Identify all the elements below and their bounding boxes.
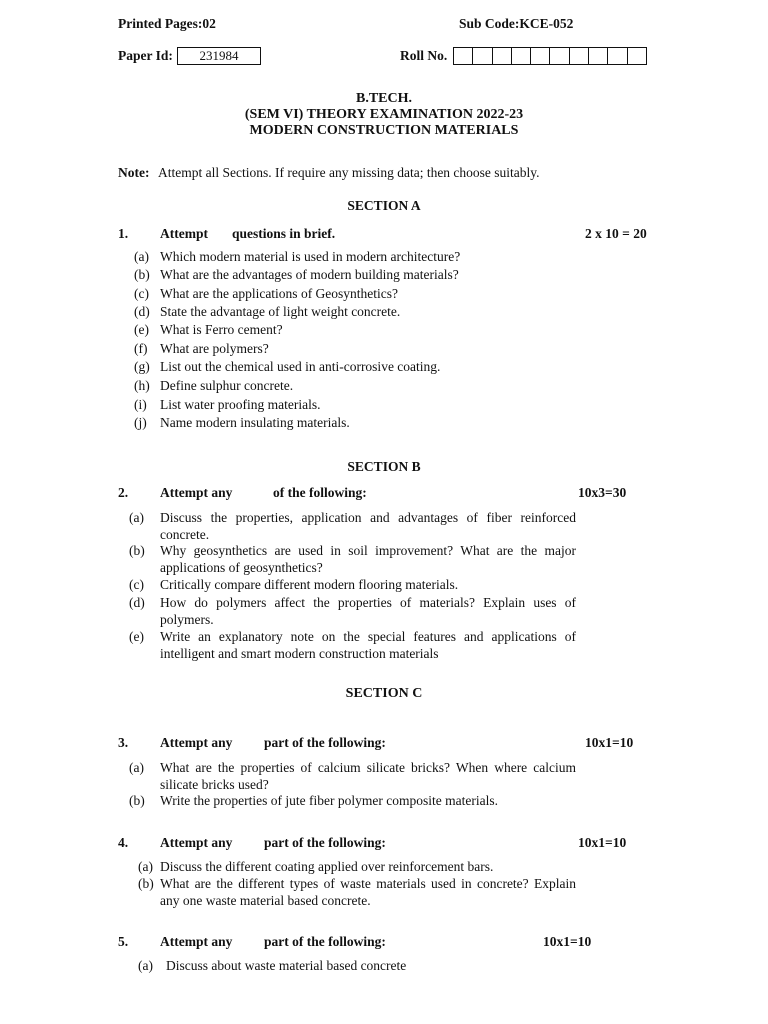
q3-instruction: part of the following: <box>264 735 386 750</box>
list-item-label: (b) <box>129 793 145 808</box>
list-item: What are the advantages of modern building materials? <box>160 267 459 282</box>
q4-number: 4. <box>118 835 129 850</box>
list-item: Name modern insulating materials. <box>160 415 350 430</box>
list-item-line: Critically compare different modern flooring materials. <box>160 577 459 592</box>
list-item <box>160 595 576 628</box>
list-item <box>160 510 576 543</box>
list-item-line: concrete. <box>160 526 210 542</box>
list-item <box>160 629 576 662</box>
title-degree: B.TECH. <box>355 91 412 106</box>
roll-cell[interactable] <box>493 48 512 64</box>
list-item: What are polymers? <box>160 341 269 356</box>
q3-attempt: Attempt any <box>160 735 233 750</box>
list-item-line: polymers. <box>160 611 214 627</box>
list-item-line: Write the properties of jute fiber polymer composite materials. <box>160 793 498 808</box>
list-item-line: Discuss the properties, application and advantages of fiber reinforced <box>160 510 576 525</box>
paper-id-label: Paper Id: <box>118 48 173 63</box>
q2-marks: 10x3=30 <box>578 485 627 500</box>
list-item-label: (g) <box>134 359 150 374</box>
list-item-label: (a) <box>129 760 144 775</box>
note-text: Attempt all Sections. If require any missing data; then choose suitably. <box>158 165 540 180</box>
roll-no-boxes[interactable] <box>453 47 647 65</box>
printed-pages: Printed Pages:02 <box>118 16 216 31</box>
list-item-label: (j) <box>134 415 147 430</box>
title-exam: (SEM VI) THEORY EXAMINATION 2022-23 <box>244 107 524 122</box>
note-label: Note: <box>118 165 150 180</box>
list-item-line: applications of geosynthetics? <box>160 559 323 575</box>
q1-number: 1. <box>118 226 129 241</box>
list-item <box>160 577 576 594</box>
list-item-line: Discuss about waste material based concrete <box>166 958 407 973</box>
list-item-line: What are the properties of calcium silicate bricks? When where calcium <box>160 760 576 775</box>
section-c-heading: SECTION C <box>345 686 423 701</box>
list-item <box>160 543 576 576</box>
list-item-label: (a) <box>138 958 153 973</box>
q4-instruction: part of the following: <box>264 835 386 850</box>
q1-attempt: Attempt <box>160 226 208 241</box>
list-item-label: (h) <box>134 378 150 393</box>
list-item-label: (c) <box>134 286 149 301</box>
roll-cell[interactable] <box>570 48 589 64</box>
q1-instruction: questions in brief. <box>232 226 336 241</box>
list-item: Define sulphur concrete. <box>160 378 294 393</box>
roll-cell[interactable] <box>473 48 492 64</box>
title-subject: MODERN CONSTRUCTION MATERIALS <box>249 123 519 138</box>
q5-number: 5. <box>118 934 129 949</box>
q4-marks: 10x1=10 <box>578 835 627 850</box>
q5-marks: 10x1=10 <box>543 934 592 949</box>
roll-cell[interactable] <box>531 48 550 64</box>
list-item: What is Ferro cement? <box>160 322 283 337</box>
list-item-line: Why geosynthetics are used in soil improvement? What are the major <box>160 543 576 558</box>
list-item: Which modern material is used in modern architecture? <box>160 249 461 264</box>
q4-attempt: Attempt any <box>160 835 233 850</box>
list-item: What are the applications of Geosynthetics? <box>160 286 399 301</box>
list-item-label: (a) <box>134 249 149 264</box>
list-item-line: Write an explanatory note on the special features and applications of <box>160 629 576 644</box>
q5-instruction: part of the following: <box>264 934 386 949</box>
q3-marks: 10x1=10 <box>585 735 634 750</box>
roll-cell[interactable] <box>589 48 608 64</box>
list-item-label: (b) <box>129 543 145 558</box>
sub-code: Sub Code:KCE-052 <box>459 16 574 31</box>
roll-no-label: Roll No. <box>400 48 448 63</box>
roll-cell[interactable] <box>550 48 569 64</box>
list-item-line: any one waste material based concrete. <box>160 892 371 908</box>
list-item-label: (e) <box>129 629 144 644</box>
q5-attempt: Attempt any <box>160 934 233 949</box>
list-item-line: How do polymers affect the properties of materials? Explain uses of <box>160 595 576 610</box>
list-item-line: Discuss the different coating applied over reinforcement bars. <box>160 859 494 874</box>
q1-marks: 2 x 10 = 20 <box>585 226 647 241</box>
q3-number: 3. <box>118 735 129 750</box>
list-item-label: (d) <box>134 304 150 319</box>
list-item <box>160 760 576 793</box>
list-item <box>160 793 576 810</box>
q2-number: 2. <box>118 485 129 500</box>
roll-cell[interactable] <box>454 48 473 64</box>
list-item-label: (i) <box>134 397 147 412</box>
roll-cell[interactable] <box>512 48 531 64</box>
list-item <box>166 958 576 975</box>
roll-cell[interactable] <box>628 48 646 64</box>
list-item-label: (f) <box>134 341 148 356</box>
section-b-heading: SECTION B <box>347 459 421 474</box>
list-item <box>160 876 576 909</box>
list-item-line: silicate bricks used? <box>160 776 269 792</box>
list-item-label: (c) <box>129 577 144 592</box>
list-item-label: (b) <box>138 876 154 891</box>
list-item: List out the chemical used in anti-corrosive coating. <box>160 359 441 374</box>
q2-attempt: Attempt any <box>160 485 233 500</box>
list-item: List water proofing materials. <box>160 397 321 412</box>
list-item-line: intelligent and smart modern construction materials <box>160 645 439 661</box>
roll-cell[interactable] <box>608 48 627 64</box>
list-item-label: (a) <box>129 510 144 525</box>
list-item-label: (d) <box>129 595 145 610</box>
list-item: State the advantage of light weight concrete. <box>160 304 401 319</box>
list-item-label: (b) <box>134 267 150 282</box>
list-item <box>160 859 576 876</box>
list-item-label: (a) <box>138 859 153 874</box>
list-item-label: (e) <box>134 322 149 337</box>
q2-instruction: of the following: <box>273 485 367 500</box>
paper-id-box: 231984 <box>177 47 261 65</box>
section-a-heading: SECTION A <box>347 198 421 213</box>
list-item-line: What are the different types of waste materials used in concrete? Explain <box>160 876 576 891</box>
